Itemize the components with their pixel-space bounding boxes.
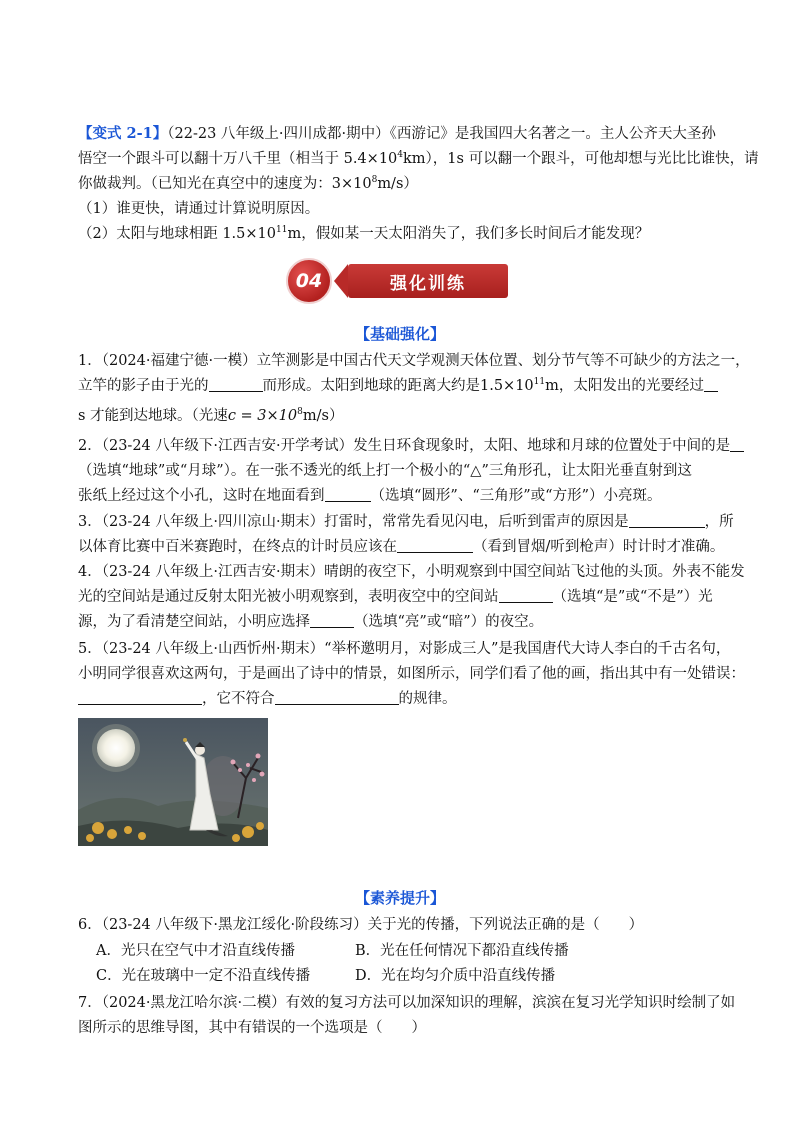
- q2-line-1: [78, 435, 738, 457]
- variant-question-2: [78, 223, 738, 245]
- variant-question-1: （1）谁更快，请通过计算说明原因。: [78, 201, 320, 217]
- section-header: [286, 258, 510, 304]
- q6-option-c[interactable]: C．光在玻璃中一定不沿直线传播: [96, 968, 311, 984]
- q1-text-e: m/s）: [302, 408, 344, 424]
- variant-text-3a: 你做裁判。（已知光在真空中的速度为：3×10: [78, 176, 372, 192]
- variant-line-2: [78, 148, 759, 170]
- q1-text-c: m，太阳发出的光要经过: [545, 378, 704, 394]
- moon-scene-image: [78, 718, 268, 846]
- section-title-banner: 强化训练: [348, 264, 508, 298]
- q2-text-c: （选填“圆形”、“三角形”或“方形”）小亮斑。: [370, 488, 662, 504]
- variant-source: （22-23 八年级上·四川成都·期中）: [167, 126, 390, 142]
- basic-section-title: 【基础强化】: [354, 325, 445, 343]
- variant-text-2b: km），1s 可以翻一个跟斗，可他却想与光比比谁快，请: [403, 151, 759, 167]
- answer-blank[interactable]: [397, 538, 473, 553]
- q3-text-a: 3．（23-24 八年级上·四川凉山·期末）打雷时，常常先看见闪电，后听到雷声的原因是: [78, 514, 629, 530]
- q6-option-b[interactable]: B．光在任何情况下都沿直线传播: [355, 943, 569, 959]
- q5-line-3: [78, 688, 738, 710]
- answer-blank[interactable]: [629, 513, 705, 528]
- light-speed-formula: c = 3×10: [227, 408, 298, 424]
- q1-text-a: 立竿的影子由于光的: [78, 378, 209, 394]
- q3-line-2: [78, 536, 738, 558]
- answer-blank[interactable]: [209, 377, 263, 392]
- q1-line-1: 1．（2024·福建宁德·一模）立竿测影是中国古代天文学观测天体位置、划分节气等不可缺少的方法之一，: [78, 353, 750, 369]
- q4-line-3: [78, 611, 738, 633]
- q5-text-a: ，它不符合: [202, 691, 275, 707]
- q4-text-c: 源，为了看清楚空间站，小明应选择: [78, 614, 310, 630]
- q1-text-d: s 才能到达地球。（光速: [78, 408, 228, 424]
- q1-line-2: [78, 375, 738, 397]
- q4-text-b: （选填“是”或“不是”）光: [552, 589, 713, 605]
- q5-text-b: 的规律。: [398, 691, 457, 707]
- variant-text-3b: m/s）: [377, 176, 418, 192]
- answer-blank[interactable]: [730, 437, 744, 452]
- variant-q2-text-a: （2）太阳与地球相距 1.5×10: [78, 226, 276, 242]
- q3-text-d: （看到冒烟/听到枪声）时计时才准确。: [473, 539, 725, 555]
- answer-blank[interactable]: [499, 588, 553, 603]
- answer-blank[interactable]: [275, 690, 399, 705]
- answer-blank[interactable]: [310, 613, 354, 628]
- exponent: 11: [276, 225, 288, 236]
- exponent: 4: [397, 150, 404, 161]
- q1-text-b: 而形成。太阳到地球的距离大约是1.5×10: [262, 378, 534, 394]
- variant-text-1: 《西游记》是我国四大名著之一。主人公齐天大圣孙: [389, 126, 716, 142]
- q3-line-1: [78, 511, 738, 533]
- variant-line-3: [78, 173, 738, 195]
- q2-line-2: （选填“地球”或“月球”）。在一张不透光的纸上打一个极小的“△”三角形孔，让太阳光垂直射到这: [78, 463, 692, 479]
- q7-line-2: 图所示的思维导图，其中有错误的一个选项是（ ）: [78, 1020, 426, 1036]
- variant-tag: 【变式 2-1】: [78, 125, 168, 142]
- q3-text-c: 以体育比赛中百米赛跑时，在终点的计时员应该在: [78, 539, 397, 555]
- q2-text-a: 2．（23-24 八年级下·江西吉安·开学考试）发生日环食现象时，太阳、地球和月球的位置处于中间的是: [78, 438, 731, 454]
- q5-line-2: 小明同学很喜欢这两句，于是画出了诗中的情景，如图所示，同学们看了他的画，指出其中有一处错误：: [78, 666, 745, 682]
- variant-q2-text-b: m，假如某一天太阳消失了，我们多长时间后才能发现？: [287, 226, 650, 242]
- answer-blank[interactable]: [325, 487, 371, 502]
- q1-line-3: [78, 405, 738, 427]
- poem-illustration: [78, 718, 268, 846]
- variant-text-2a: 悟空一个跟斗可以翻十万八千里（相当于 5.4×10: [78, 151, 398, 167]
- answer-blank[interactable]: [78, 690, 202, 705]
- section-number-badge: 04: [286, 258, 332, 304]
- q6-stem: 6．（23-24 八年级下·黑龙江绥化·阶段练习）关于光的传播，下列说法正确的是（ ）: [78, 917, 644, 933]
- q6-option-d[interactable]: D．光在均匀介质中沿直线传播: [355, 968, 556, 984]
- exponent: 11: [533, 377, 546, 388]
- q4-line-1: 4．（23-24 八年级上·江西吉安·期末）晴朗的夜空下，小明观察到中国空间站飞过他的头顶。外表不能发: [78, 564, 745, 580]
- exponent: 8: [371, 175, 378, 186]
- advanced-section-title: 【素养提升】: [354, 889, 445, 907]
- q2-line-3: [78, 485, 738, 507]
- variant-line-1: [78, 123, 738, 145]
- exponent: 8: [297, 407, 303, 418]
- q4-line-2: [78, 586, 738, 608]
- answer-blank[interactable]: [704, 377, 718, 392]
- q7-line-1: 7．（2024·黑龙江哈尔滨·二模）有效的复习方法可以加深知识的理解，滨滨在复习光学知识时绘制了如: [78, 995, 736, 1011]
- q2-text-b: 张纸上经过这个小孔，这时在地面看到: [78, 488, 325, 504]
- q4-text-a: 光的空间站是通过反射太阳光被小明观察到，表明夜空中的空间站: [78, 589, 499, 605]
- q4-text-d: （选填“亮”或“暗”）的夜空。: [354, 614, 544, 630]
- q6-option-a[interactable]: A．光只在空气中才沿直线传播: [96, 943, 295, 959]
- q5-line-1: 5．（23-24 八年级上·山西忻州·期末）“举杯邀明月，对影成三人”是我国唐代大诗人李白的千古名句，: [78, 641, 731, 657]
- q3-text-b: ，所: [704, 514, 734, 530]
